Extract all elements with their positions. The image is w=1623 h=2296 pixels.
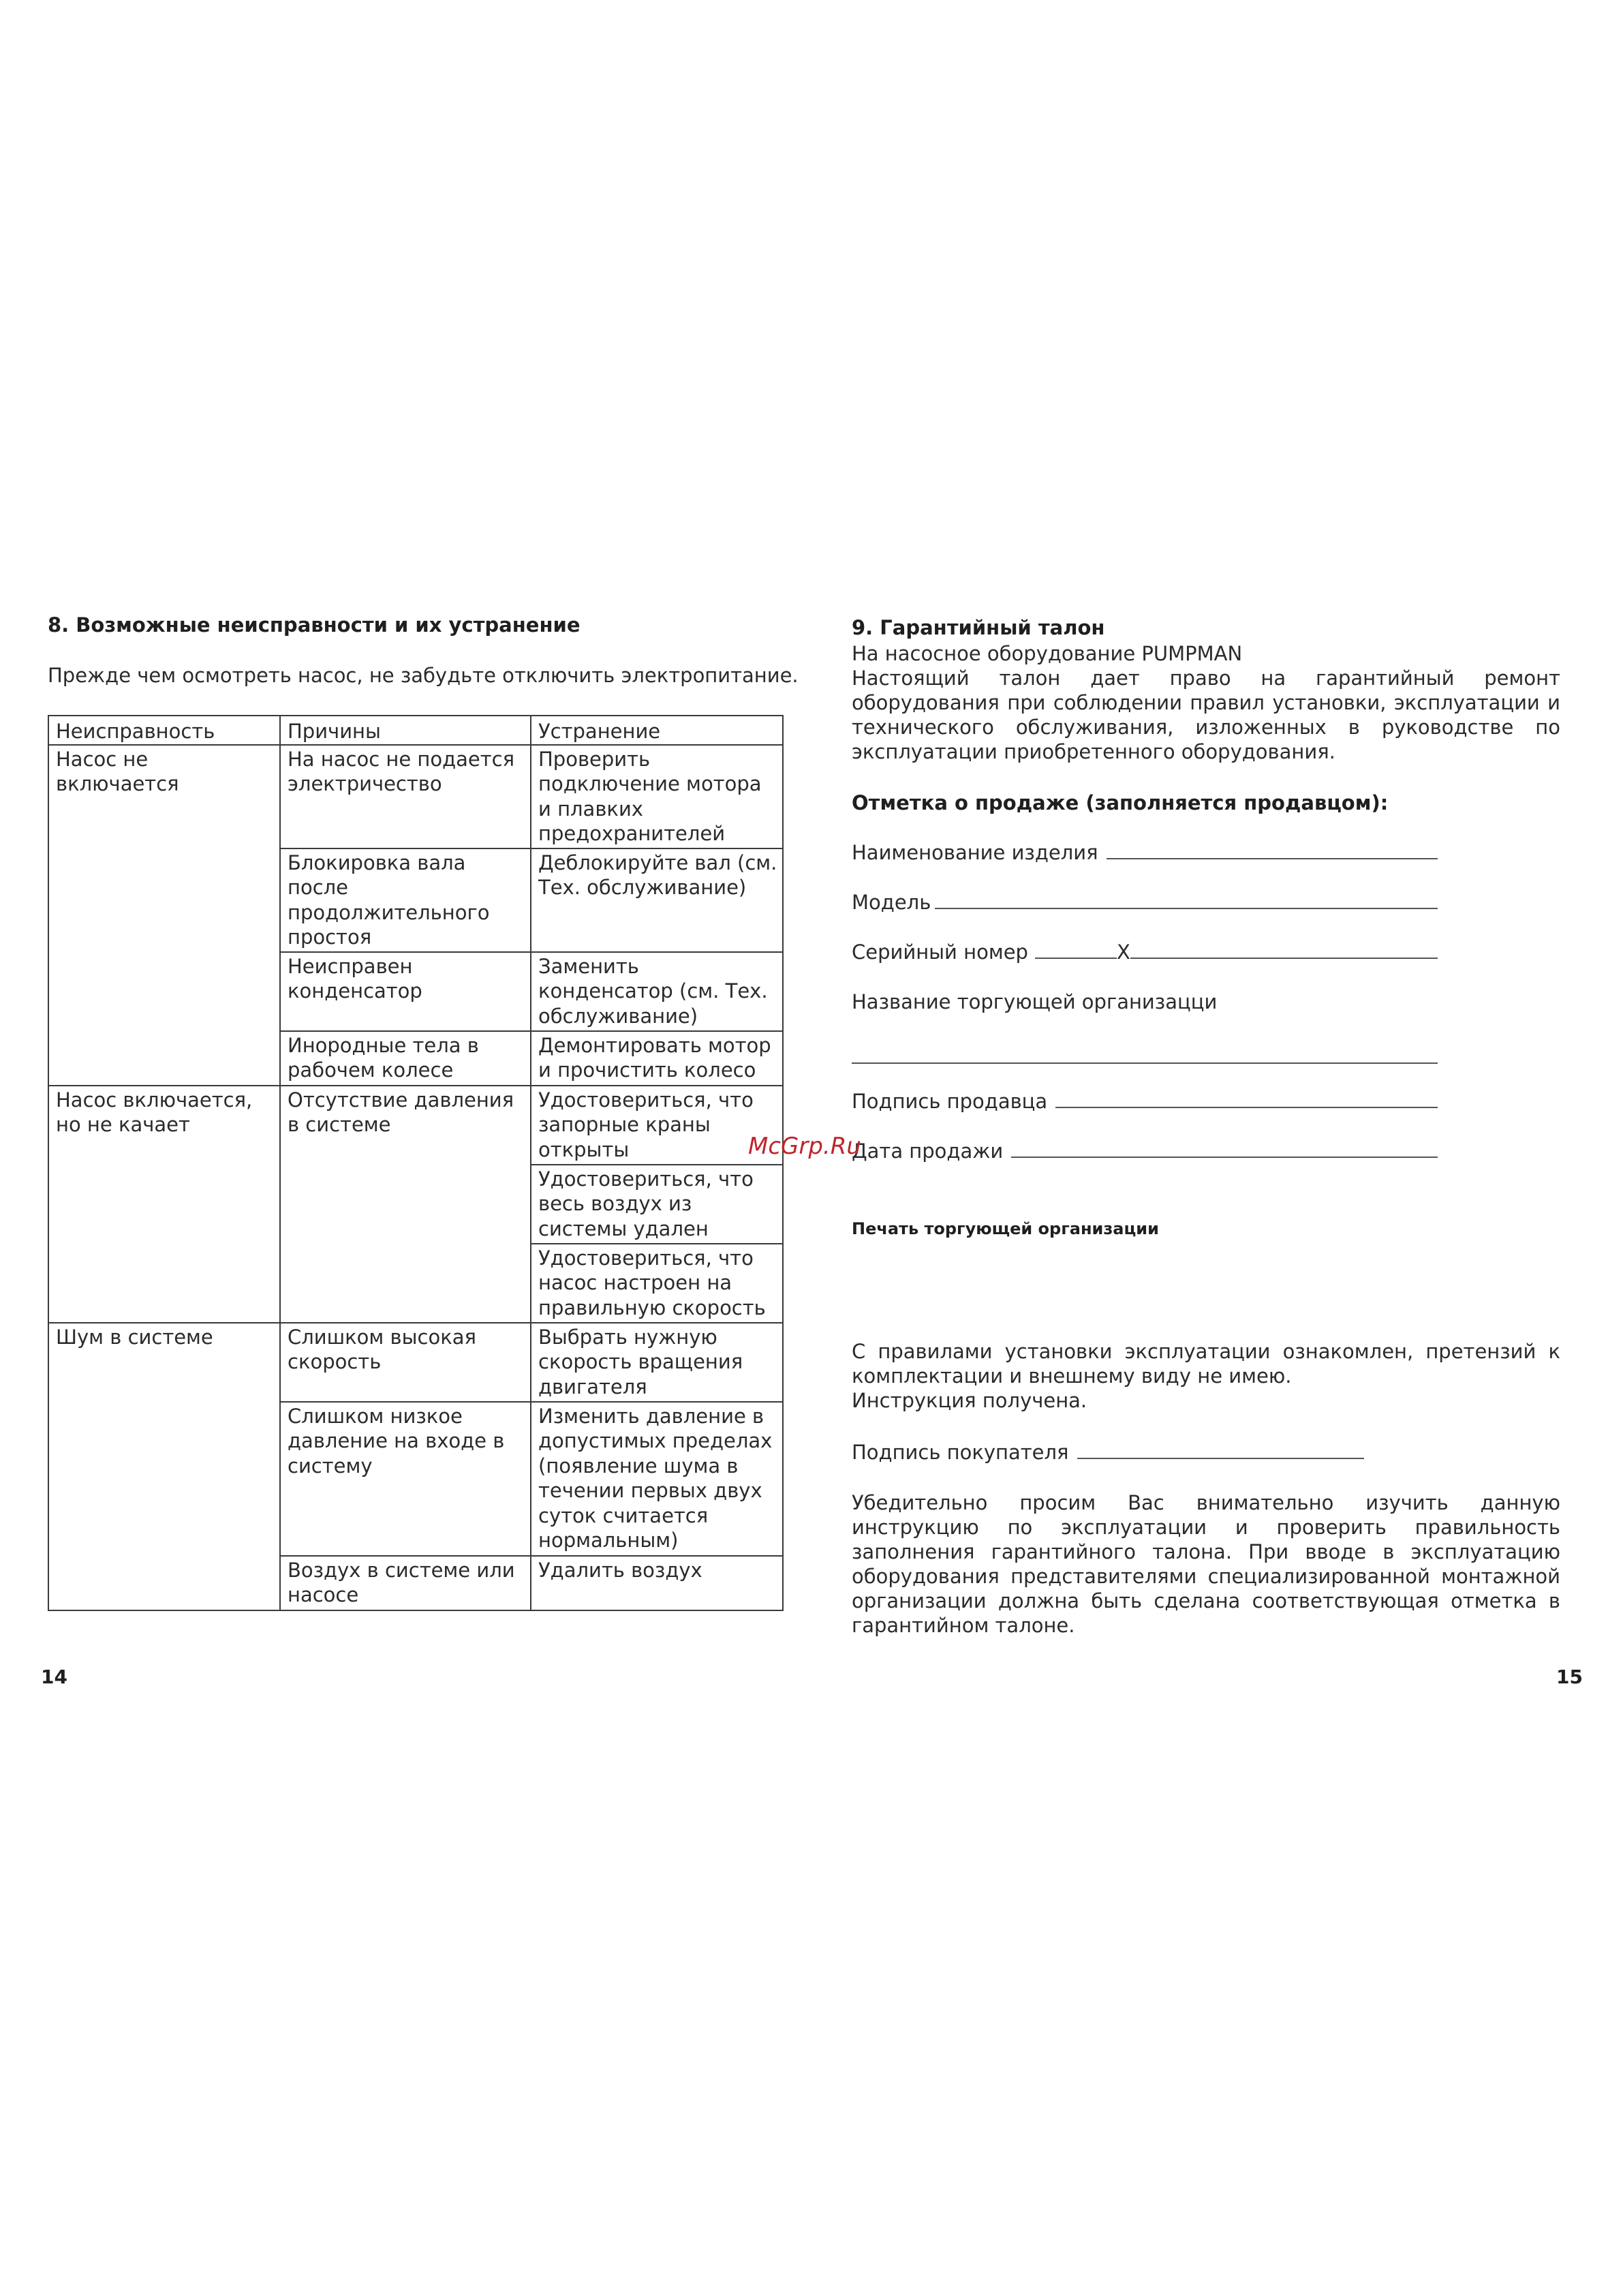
page-number-left: 14	[41, 1666, 67, 1688]
column-header-fault: Неисправность	[48, 716, 280, 745]
table-row	[48, 1086, 783, 1165]
buyer-signature-field[interactable]	[852, 1440, 1364, 1465]
fix-cell: Демонтировать мотор и прочистить колесо	[531, 1031, 783, 1086]
cause-cell: Неисправен конденсатор	[280, 952, 531, 1031]
sale-date-label: Дата продажи	[852, 1139, 1004, 1163]
warranty-subheading: На насосное оборудование PUMPMAN	[852, 642, 1243, 665]
table-header-row	[48, 716, 783, 745]
section-9-heading: 9. Гарантийный талон	[852, 616, 1105, 639]
cause-cell: Инородные тела в рабочем колесе	[280, 1031, 531, 1086]
warranty-intro: Настоящий талон дает право на гарантийный ремонт оборудования при соблюдении правил установки, эксплуатации и технического обслуживания, изложенных в руководстве по эксплуатации приобретенного оборудования.	[852, 667, 1560, 763]
section-8-heading: 8. Возможные неисправности и их устранение	[48, 613, 581, 637]
fix-cell: Выбрать нужную скорость вращения двигателя	[531, 1323, 783, 1402]
organization-label: Название торгующей организацци	[852, 990, 1218, 1013]
stamp-label: Печать торгующей организации	[852, 1219, 1159, 1238]
faults-table	[48, 715, 784, 1611]
buyer-signature-label: Подпись покупателя	[852, 1441, 1069, 1464]
closing-text: Убедительно просим Вас внимательно изучить данную инструкцию по эксплуатации и проверить правильность заполнения гарантийного талона. При вводе в эксплуатацию оборудования представителями специализированной монтажной организации должна быть сделана соответствующая отметка в гарантийном талоне.	[852, 1491, 1560, 1637]
watermark: McGrp.Ru	[748, 1133, 861, 1160]
column-header-fix: Устранение	[531, 716, 783, 745]
product-name-field[interactable]	[852, 840, 1438, 865]
serial-separator: X	[1116, 940, 1130, 964]
cause-cell: На насос не подается электричество	[280, 745, 531, 848]
cause-cell: Слишком низкое давление на входе в систему	[280, 1402, 531, 1556]
serial-number-label: Серийный номер	[852, 940, 1028, 964]
table-row	[48, 1323, 783, 1402]
acknowledgement-text: С правилами установки эксплуатации ознакомлен, претензий к комплектации и внешнему виду не имею.	[852, 1340, 1560, 1388]
product-name-label: Наименование изделия	[852, 841, 1098, 864]
cause-cell: Воздух в системе или насосе	[280, 1556, 531, 1610]
fix-cell: Изменить давление в допустимых пределах (появление шума в течении первых двух суток считается нормальным)	[531, 1402, 783, 1556]
sale-date-field[interactable]	[852, 1139, 1438, 1163]
sale-mark-heading: Отметка о продаже (заполняется продавцом):	[852, 791, 1389, 814]
seller-signature-field[interactable]	[852, 1089, 1438, 1114]
fault-cell: Насос включается, но не качает	[48, 1086, 280, 1323]
fault-cell: Шум в системе	[48, 1323, 280, 1610]
fix-cell: Удалить воздух	[531, 1556, 783, 1610]
fix-cell: Удостовериться, что весь воздух из системы удален	[531, 1165, 783, 1244]
fix-cell: Деблокируйте вал (см. Тех. обслуживание)	[531, 848, 783, 952]
serial-number-field[interactable]	[852, 940, 1438, 964]
fault-cell: Насос не включается	[48, 745, 280, 1086]
organization-field[interactable]	[852, 1062, 1438, 1064]
seller-signature-label: Подпись продавца	[852, 1090, 1048, 1113]
page-number-right: 15	[1556, 1666, 1583, 1688]
section-8-intro: Прежде чем осмотреть насос, не забудьте отключить электропитание.	[48, 664, 799, 687]
table-row	[48, 745, 783, 848]
cause-cell: Отсутствие давления в системе	[280, 1086, 531, 1323]
instruction-received: Инструкция получена.	[852, 1389, 1087, 1412]
fix-cell: Проверить подключение мотора и плавких предохранителей	[531, 745, 783, 848]
fix-cell: Удостовериться, что запорные краны открыты	[531, 1086, 783, 1165]
cause-cell: Блокировка вала после продолжительного простоя	[280, 848, 531, 952]
model-label: Модель	[852, 891, 931, 914]
fix-cell: Заменить конденсатор (см. Тех. обслуживание)	[531, 952, 783, 1031]
column-header-cause: Причины	[280, 716, 531, 745]
model-field[interactable]	[852, 890, 1438, 915]
cause-cell: Слишком высокая скорость	[280, 1323, 531, 1402]
fix-cell: Удостовериться, что насос настроен на правильную скорость	[531, 1244, 783, 1323]
